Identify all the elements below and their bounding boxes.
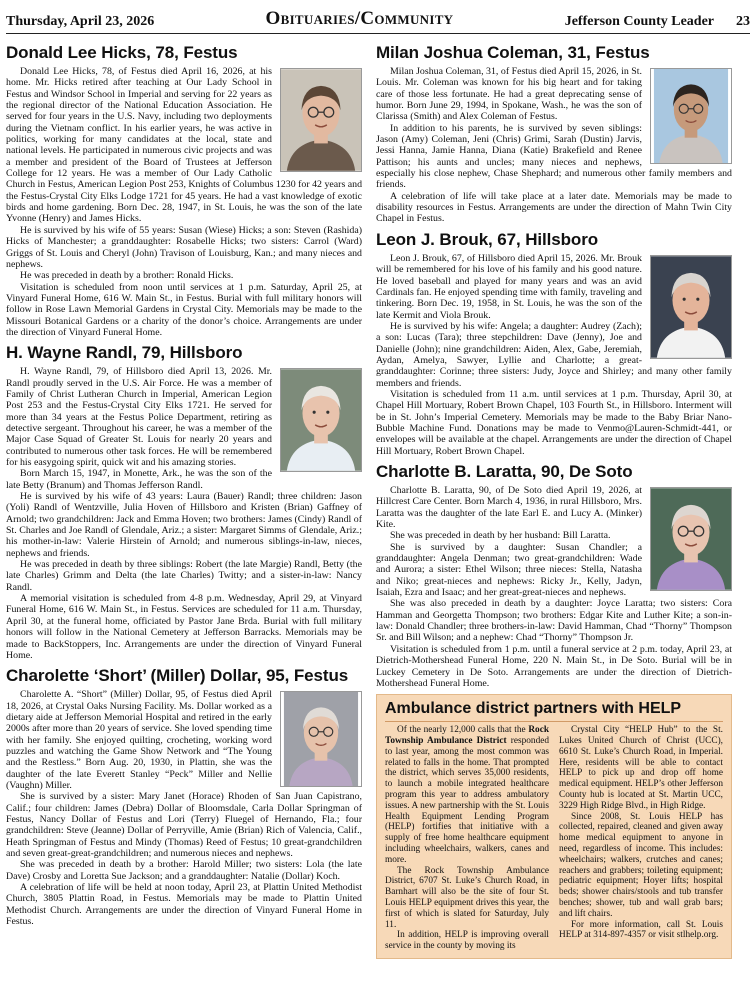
obituary-paragraph: A celebration of life will be held at noon today, April 23, at Plattin United Methodist Church, 3805 Plattin Road, in Festus. Memorials may be made to Plattin United Methodist Church. Arrangements are under the direction of Vinyard Funeral Home in Festus. xyxy=(6,882,362,928)
portrait-photo xyxy=(280,691,362,787)
section-title: Obituaries/Community xyxy=(265,8,454,29)
obituary-headline: Charolette ‘Short’ (Miller) Dollar, 95, Festus xyxy=(6,666,349,686)
notice-column-2 xyxy=(559,725,723,952)
obituary-paragraph: Milan Joshua Coleman, 31, of Festus died April 15, 2026, in St. Louis. Mr. Coleman was known for his big heart and for taking care of those less fortunate. He had a great deprecating sense of humor. Born June 29, 1994, in Spokane, Wash., he was the son of Clarissa (Smith) and Alex Coleman of Festus. xyxy=(376,66,642,123)
obituary-paragraph: In addition to his parents, he is survived by seven siblings: Jason (Amy) Coleman, Jeni (Chris) Grimi, Sarah (Dustin) Jarvis, Jessi Hanna, Jamie Hanna, Diana (Katie) Brakefield and Renee Pattison; his aunts and uncles; many nieces and nephews, especially his close nephew, Chase Shephard; and numerous other family members and friends. xyxy=(376,122,732,191)
obituary-paragraph: He is survived by his wife of 55 years: Susan (Wiese) Hicks; a son: Steven (Rashida) Hicks of Manchester; a granddaughter: Rosabelle Hicks; two sisters: Carrol (Ward) Griggs of St. Louis and Cheryl (John) Travison of Louisburg, Kan.; and many nieces and nephews. xyxy=(6,224,362,270)
obituary-headline: Milan Joshua Coleman, 31, Festus xyxy=(376,43,650,62)
obituary-paragraph: She is survived by a sister: Mary Janet (Horace) Rhoden of San Juan Capistrano, Calif.; four children: James (Debra) Dollar of Bloomsdale, Carla Dollar Springman of Festus, Nancy Dollar of Festus and Lori (Terry) Fluegel of Hernando, Fla.; four grandchildren: Steve (Jeanne) Dollar of Perryville, Amie (Brian) Rich of Valencia, Calif., Heath Springman of Festus and Mindy (Thomas) Reed of Festus; 10 great-grandchildren and seven great-great-grandchildren; and numerous nieces and nephews. xyxy=(6,791,362,859)
obituary-paragraph: H. Wayne Randl, 79, of Hillsboro died April 13, 2026. Mr. Randl proudly served in the U.S. Air Force. He was a member of Family of Christ Lutheran Church in Imperial, American Legion Post 253 and the Festus-Crystal City Elks 1721. He served for more than 34 years at the Festus Police Department, retiring as detective sergeant. Throughout his career, he was a member of the Major Case Squad of Greater St. Louis for nearly 20 years and contributed to numerous other task forces. He will be remembered for his easygoing spirit, quick wit and his amazing stories. xyxy=(6,366,272,468)
obituary-paragraph: A celebration of life will take place at a later date. Memorials may be made to disability resources in Festus. Arrangements are under the direction of Mahn Twin City Chapel in Festus. xyxy=(376,190,732,225)
obituary-paragraph: Visitation is scheduled from noon until services at 1 p.m. Saturday, April 25, at Vinyard Funeral Home, 616 W. Main St., in Festus. Burial with full military honors will follow in Rose Lawn Memorial Gardens in Crystal City. Memorials may be made to the Missouri Botanical Gardens or a charity of the donor’s choice. Arrangements are under the direction of Vinyard Funeral Home. xyxy=(6,281,362,338)
obituary-paragraph: She is survived by a daughter: Susan Chandler; a granddaughter: Angela Denman; two great-grandchildren: Wade and Aurora; a sister: Ethel Wilson; three nieces: Stella, Natasha and Niko; great-nieces and nephews: Ricky Jr., Kelly, Jadyn, Isaiah, Ezra and Isaac; and her great-great-nieces and nephews. xyxy=(376,541,642,599)
obituary-paragraph: Born March 15, 1947, in Monette, Ark., he was the son of the late Betty (Branum) and Thomas Jefferson Randl. xyxy=(6,468,272,491)
obituary-paragraph: He was preceded in death by a brother: Ronald Hicks. xyxy=(20,270,234,282)
community-notice xyxy=(376,694,732,959)
obituary-paragraph: She was also preceded in death by a daughter: Joyce Laratta; two sisters: Cora Hamman and Georgetta Thompson; two brothers: Edgar Kite and Luther Kite; a son-in-law: Donald Chandler; three brothers-in-law: David Hamman, Chad “Thorny” Thompson Sr. and Bill Wilson; and a nephew: Chad “Thorny” Thompson Jr. xyxy=(376,598,732,644)
masthead xyxy=(6,10,750,34)
notice-paragraph xyxy=(385,866,549,931)
obituary-headline: Leon J. Brouk, 67, Hillsboro xyxy=(376,229,599,249)
obituary xyxy=(376,229,732,457)
obituary-headline: Donald Lee Hicks, 78, Festus xyxy=(6,43,238,62)
left-column xyxy=(6,42,362,982)
notice-text: Since 2008, St. Louis HELP has collected, repaired, cleaned and given away home medical equipment to anyone in need, regardless of income. This includes: wheelchairs; walkers, crutches and canes; reachers and grabbers; toileting equipment; pediatric equipment; Hoyer lifts; hospital beds; shower chairs/stools and tub transfer benches; shower, tub and wall grab bars; and lift chairs. xyxy=(559,811,723,919)
obituary-paragraph: Donald Lee Hicks, 78, of Festus died April 16, 2026, at his home. Mr. Hicks retired after teaching at Our Lady School in Festus and Windsor School in Imperial and serving for 22 years as the regional director of the National Education Association. He served for four years in the U.S. Navy, including two deployments during the Vietnam conflict. In his earlier years, he was active in politics, working for many candidates at the local, state and national levels. He participated in numerous civic projects and was a member and president of the Board of Trustees at Jefferson College for 12 years. He was a member of Our Lady Catholic Church in Festus, American Legion Post 253, Knights of Columbus 1230 for 42 years and the Festus-Crystal City Elks Lodge 1721 for 45 years. He had a vast knowledge of exotic birds and home gardening. Born Dec. 28, 1947, in St. Louis, he was the son of the late Yvonne (Henry) and James Hicks. xyxy=(6,66,362,225)
notice-emphasis: Rock Township Ambulance District xyxy=(385,725,549,746)
obituary-paragraph: He is survived by his wife: Angela; a daughter: Audrey (Zach); a son: Lucas (Tara); three stepchildren: Dave (Jenny), Joe and Danielle (John); nine grandchildren: Aiden, Alex, Gabe, Jeremiah, Aydan, Amelya, Sawyer, Lyllie and Charlotte; a great-granddaughter: Corinne; three sisters: Judy, Joyce and Shirley; and many other family members and friends. xyxy=(376,320,732,389)
portrait-photo xyxy=(650,487,732,591)
portrait-photo xyxy=(650,68,732,164)
obituary-paragraph: A memorial visitation is scheduled from 4-8 p.m. Wednesday, April 29, at Vinyard Funeral Home, 616 W. Main St., in Festus. Services are scheduled for 11 a.m. Thursday, April 30, at the funeral home, officiated by Pastor Jane Brda. Burial with full military honors will follow in the National Cemetery at Jefferson Barracks. Memorials may be made to BackStoppers, Inc. Arrangements are under the direction of Vinyard Funeral Home. xyxy=(6,593,362,661)
obituary-paragraph: Charolette A. “Short” (Miller) Dollar, 95, of Festus died April 18, 2026, at Crystal Oaks Nursing Facility. Ms. Dollar worked as a dietary aide at Jefferson Memorial Hospital and retired in the early 2000s after more than 20 years of service. She loved spending time with her family. She enjoyed quilting, crocheting, working word puzzles and watching the Game Show Network and “The Young and the Restless.” Born Aug. 20, 1930, in Plattin, she was the daughter of the late Everett Stanley “Peck” Miller and Nellie (Vaughn) Miller. xyxy=(6,689,272,791)
notice-text: Crystal City “HELP Hub” to the St. Lukes United Church of Christ (UCC), 6610 St. Luke’s Church Road, in Imperial. Here, residents will be able to contact HELP to pick up and drop off home medical equipment. HELP’s other Jefferson County hub is located at St. Martin UCC, 3229 High Ridge Blvd., in High Ridge. xyxy=(559,725,723,811)
page-number: 23 xyxy=(736,14,750,29)
notice-headline: Ambulance district partners with HELP xyxy=(385,699,723,722)
obituary-paragraph: Visitation is scheduled from 11 a.m. until services at 1 p.m. Thursday, April 30, at Chapel Hill Mortuary, Robert Brown Chapel, 103 Fourth St., in Hillsboro. Interment will be in St. John’s Imperial Cemetery. Memorials may be made to the Baby Briar Nano-Bubble Machine Fund. Donations may be made to Venmo@Lauren-Schmidt-441, or envelopes will be available at the chapel. Arrangements are under the direction of Chapel Hill Mortuary, Robert Brown Chapel. xyxy=(376,388,732,457)
notice-paragraph xyxy=(385,930,549,952)
obituary-paragraph: He is survived by his wife of 43 years: Laura (Bauer) Randl; three children: Jason (Yoli) Randl of Wentzville, Julia Hoven of Hillsboro and Kristen (Brian) Gaffney of Arnold; two grandchildren: Jack and Emma Hoven; two brothers: James (Cindy) Randl of St. Charles and Joe Randl of Glendale, Ariz.; a sister: Margaret Simms of Glendale, Ariz.; his mother-in-law: Valerie Hirstein of Arnold; and numerous siblings-in-law, nieces, nephews and friends. xyxy=(6,491,362,559)
notice-paragraph xyxy=(559,812,723,920)
notice-text: The Rock Township Ambulance District, 6707 St. Luke’s Church Road, in Barnhart will also be the site of four St. Louis HELP equipment drives this year, the first of which is slated for Saturday, July 11. xyxy=(385,865,549,930)
right-column xyxy=(376,42,732,982)
notice-text: responded to last year, among the most common was related to falls in the home. That prompted the district, which serves 35,000 residents, to launch a mobile integrated healthcare program this year to address ambulatory issues. A new partnership with the St. Louis Health Equipment Lending Program (HELP) fortifies that initiative with a supply of free home healthcare equipment including wheelchairs, walkers, canes and more. xyxy=(385,735,549,865)
notice-paragraph xyxy=(385,725,549,865)
portrait-photo xyxy=(650,255,732,359)
obituary-headline: H. Wayne Randl, 79, Hillsboro xyxy=(6,343,243,363)
notice-text: For more information, call St. Louis HELP at 314-897-4357 or visit stlhelp.org. xyxy=(559,919,723,941)
paper-name: Jefferson County Leader xyxy=(564,14,714,29)
obituary-paragraph: Visitation is scheduled from 1 p.m. until a funeral service at 2 p.m. today, April 23, at Dietrich-Mothershead Funeral Home, 220 N. Main St., in De Soto. Burial will be in Luckey Cemetery in De Soto. Arrangements are under the direction of Dietrich-Mothershead Funeral Home. xyxy=(376,643,732,689)
obituary xyxy=(376,461,732,689)
obituary-paragraph: Leon J. Brouk, 67, of Hillsboro died April 15, 2026. Mr. Brouk will be remembered for his love of his family and his good nature. He loved baseball and played for many years and was an avid Cardinals fan. He enjoyed spending time with family, traveling and tinkering. Born Dec. 19, 1958, in St. Louis, he was the son of the late Kermit and Viola Brouk. xyxy=(376,252,642,321)
obituary-headline: Charlotte B. Laratta, 90, De Soto xyxy=(376,462,633,481)
notice-column-1 xyxy=(385,725,549,952)
columns xyxy=(6,42,750,982)
obituary xyxy=(6,342,362,661)
notice-text: Of the nearly 12,000 calls that the xyxy=(397,725,529,736)
obituary-paragraph: He was preceded in death by three siblings: Robert (the late Margie) Randl, Betty (the late Charles) Grimm and Delta (the late Charles) Twitty; and a sister-in-law: Nancy Randl. xyxy=(6,559,362,593)
portrait-photo xyxy=(280,68,362,172)
obituary xyxy=(6,665,362,927)
obituary xyxy=(376,42,732,225)
obituary-paragraph: She was preceded in death by her husband: Bill Laratta. xyxy=(390,530,611,542)
issue-date: Thursday, April 23, 2026 xyxy=(6,14,155,29)
notice-paragraph xyxy=(559,725,723,811)
obituary xyxy=(6,42,362,338)
portrait-photo xyxy=(280,368,362,472)
notice-paragraph xyxy=(559,920,723,942)
obituary-paragraph: She was preceded in death by a brother: Harold Miller; two sisters: Lola (the late Dave) Crosby and Loretta Sue Jackson; and a granddaughter: Natalie (Dollar) Koch. xyxy=(6,859,362,882)
notice-text: In addition, HELP is improving overall service in the county by moving its xyxy=(385,930,549,952)
obituary-paragraph: Charlotte B. Laratta, 90, of De Soto died April 19, 2026, at Hillcrest Care Center. Born March 4, 1936, in rural Hillsboro, Mrs. Laratta was the daughter of the late Earl E. and Lucy A. (Minker) Kite. xyxy=(376,485,642,531)
